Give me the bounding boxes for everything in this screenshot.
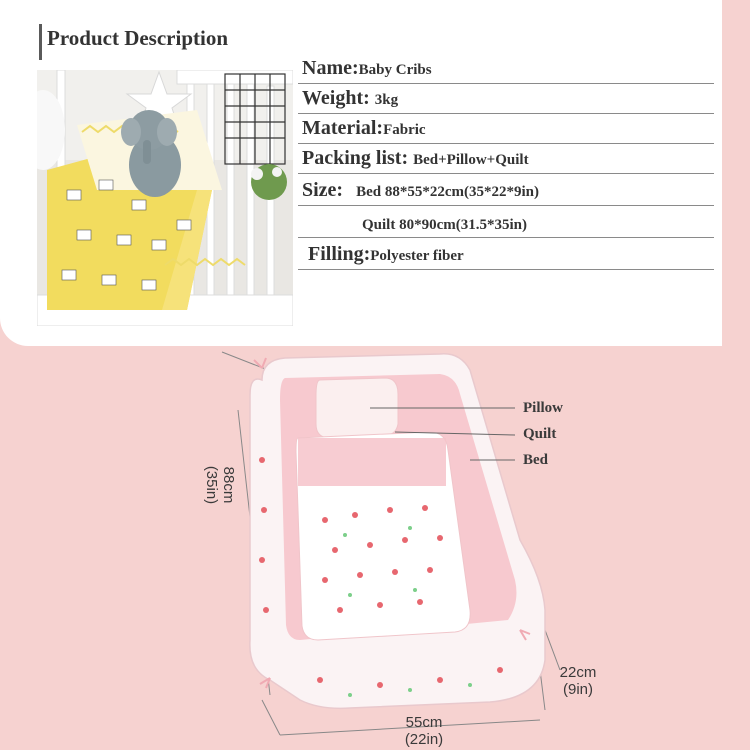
dimension-height xyxy=(548,664,608,698)
spec-value-packing: Bed+Pillow+Quilt xyxy=(413,152,529,168)
spec-row-material xyxy=(298,114,714,144)
baby-nest-diagram xyxy=(0,340,750,750)
dimension-length-in: (35in) xyxy=(203,465,220,505)
title-accent-bar xyxy=(39,24,42,60)
label-pillow: Pillow xyxy=(523,400,563,416)
spec-key-packing: Packing list: xyxy=(302,147,414,169)
label-bed: Bed xyxy=(523,452,549,468)
row-divider xyxy=(298,237,714,238)
right-margin-strip xyxy=(722,0,750,346)
spec-value-weight: 3kg xyxy=(374,92,399,108)
row-divider xyxy=(298,269,714,270)
product-photo xyxy=(37,70,293,326)
spec-key-material: Material: xyxy=(302,117,384,139)
spec-value-material: Fabric xyxy=(383,122,426,138)
spec-row-size-quilt xyxy=(298,208,714,238)
dimension-width-cm: 55cm xyxy=(405,714,443,731)
dimension-length xyxy=(203,455,237,515)
spec-value-name: Baby Cribs xyxy=(358,62,432,78)
crib-photo-illustration xyxy=(37,70,293,326)
spec-row-size xyxy=(298,176,714,206)
row-divider xyxy=(298,173,714,174)
row-divider xyxy=(298,205,714,206)
section-title: Product Description xyxy=(47,26,229,50)
dimension-width-in: (22in) xyxy=(404,731,444,748)
spec-row-filling xyxy=(298,240,714,270)
spec-key-weight: Weight: xyxy=(302,87,375,109)
spec-row-name xyxy=(298,54,714,84)
spec-value-filling: Polyester fiber xyxy=(370,248,464,264)
dimension-length-cm: 88cm xyxy=(220,466,237,504)
spec-value-size-bed: Bed 88*55*22cm(35*22*9in) xyxy=(356,184,540,200)
spec-value-size-quilt: Quilt 80*90cm(31.5*35in) xyxy=(362,217,527,233)
dimension-width xyxy=(394,714,454,748)
spec-row-packing xyxy=(298,144,714,174)
label-quilt: Quilt xyxy=(523,426,557,442)
dimension-height-in: (9in) xyxy=(562,681,593,698)
spec-key-size: Size: xyxy=(302,179,349,201)
spec-key-filling: Filling: xyxy=(308,243,371,265)
spec-key-name: Name: xyxy=(302,57,359,79)
spec-row-weight xyxy=(298,84,714,114)
dimension-height-cm: 22cm xyxy=(559,664,597,681)
